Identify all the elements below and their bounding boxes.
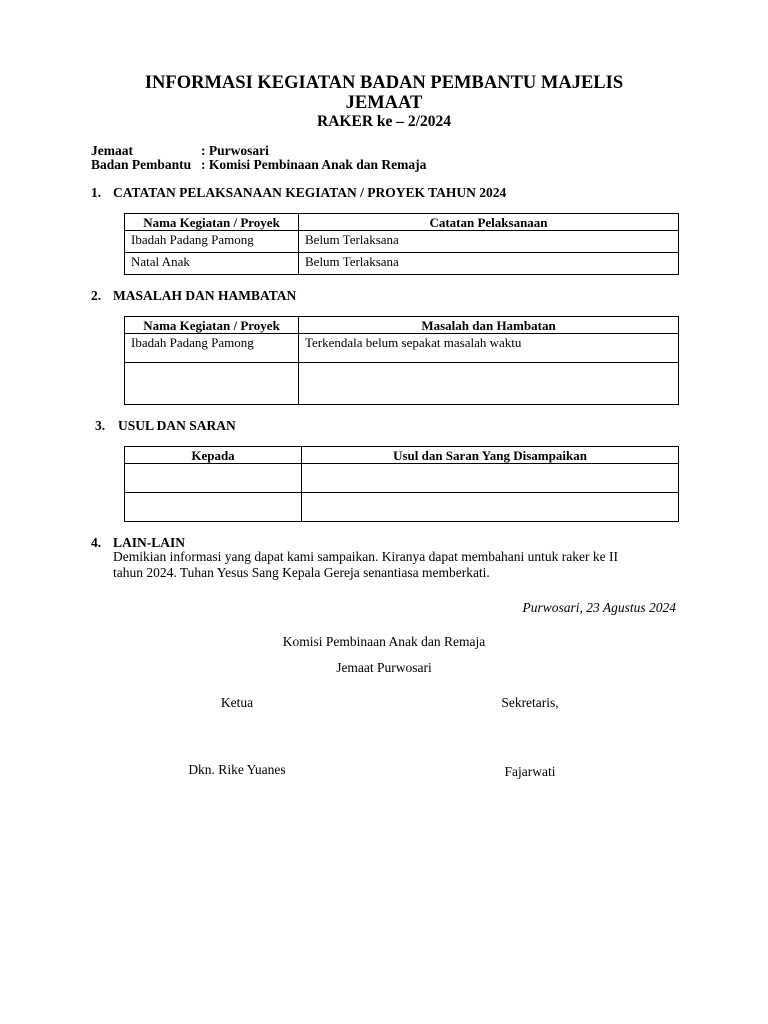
table-row bbox=[125, 231, 679, 253]
table-cell: Belum Terlaksana bbox=[299, 231, 679, 253]
table-row bbox=[125, 334, 679, 363]
jemaat-value: : Purwosari bbox=[201, 143, 269, 158]
org-name: Komisi Pembinaan Anak dan Remaja bbox=[282, 634, 486, 649]
role-sekretaris: Sekretaris, bbox=[501, 695, 559, 710]
role-ketua: Ketua bbox=[220, 695, 254, 710]
jemaat-label: Jemaat bbox=[91, 143, 133, 158]
badan-value: : Komisi Pembinaan Anak dan Remaja bbox=[201, 157, 427, 172]
doc-subtitle: RAKER ke – 2/2024 bbox=[317, 113, 451, 130]
table-usul-saran bbox=[124, 446, 679, 522]
signatory-sekretaris-name: Fajarwati bbox=[504, 764, 556, 779]
table-header-row bbox=[125, 214, 679, 231]
table-cell bbox=[125, 493, 302, 522]
section2-heading: MASALAH DAN HAMBATAN bbox=[113, 288, 297, 303]
doc-title-line2: JEMAAT bbox=[345, 93, 423, 113]
table-cell bbox=[299, 363, 679, 405]
table-cell: Terkendala belum sepakat masalah waktu bbox=[299, 334, 679, 363]
table-header-row bbox=[125, 447, 679, 464]
closing-paragraph-line1: Demikian informasi yang dapat kami sampaikan. Kiranya dapat membahani untuk raker ke II bbox=[113, 549, 618, 564]
section3-heading: USUL DAN SARAN bbox=[118, 418, 236, 433]
column-header: Nama Kegiatan / Proyek bbox=[125, 214, 299, 231]
column-header: Catatan Pelaksanaan bbox=[299, 214, 679, 231]
table-row bbox=[125, 493, 679, 522]
table-cell bbox=[302, 493, 679, 522]
section3-number: 3. bbox=[95, 418, 106, 433]
section2-number: 2. bbox=[91, 288, 102, 303]
table-cell: Ibadah Padang Pamong bbox=[125, 231, 299, 253]
table-cell: Belum Terlaksana bbox=[299, 253, 679, 275]
table-row bbox=[125, 363, 679, 405]
org-jemaat: Jemaat Purwosari bbox=[336, 660, 432, 675]
table-masalah-hambatan bbox=[124, 316, 679, 405]
table-cell: Natal Anak bbox=[125, 253, 299, 275]
section1-heading: CATATAN PELAKSANAAN KEGIATAN / PROYEK TAHUN 2024 bbox=[113, 185, 507, 200]
table-cell: Ibadah Padang Pamong bbox=[125, 334, 299, 363]
table-row bbox=[125, 464, 679, 493]
section1-number: 1. bbox=[91, 185, 102, 200]
section4-heading: LAIN-LAIN bbox=[113, 535, 186, 550]
table-cell bbox=[125, 363, 299, 405]
table-catatan-pelaksanaan bbox=[124, 213, 679, 275]
column-header: Kepada bbox=[125, 447, 302, 464]
section4-number: 4. bbox=[91, 535, 102, 550]
doc-title-line1: INFORMASI KEGIATAN BADAN PEMBANTU MAJELIS bbox=[144, 73, 624, 93]
badan-label: Badan Pembantu bbox=[91, 157, 192, 172]
column-header: Nama Kegiatan / Proyek bbox=[125, 317, 299, 334]
table-row bbox=[125, 253, 679, 275]
closing-paragraph-line2: tahun 2024. Tuhan Yesus Sang Kepala Gereja senantiasa memberkati. bbox=[113, 565, 490, 580]
table-cell bbox=[125, 464, 302, 493]
column-header: Usul dan Saran Yang Disampaikan bbox=[302, 447, 679, 464]
signatory-ketua-name: Dkn. Rike Yuanes bbox=[188, 762, 286, 777]
column-header: Masalah dan Hambatan bbox=[299, 317, 679, 334]
table-cell bbox=[302, 464, 679, 493]
table-header-row bbox=[125, 317, 679, 334]
place-date: Purwosari, 23 Agustus 2024 bbox=[522, 600, 676, 615]
